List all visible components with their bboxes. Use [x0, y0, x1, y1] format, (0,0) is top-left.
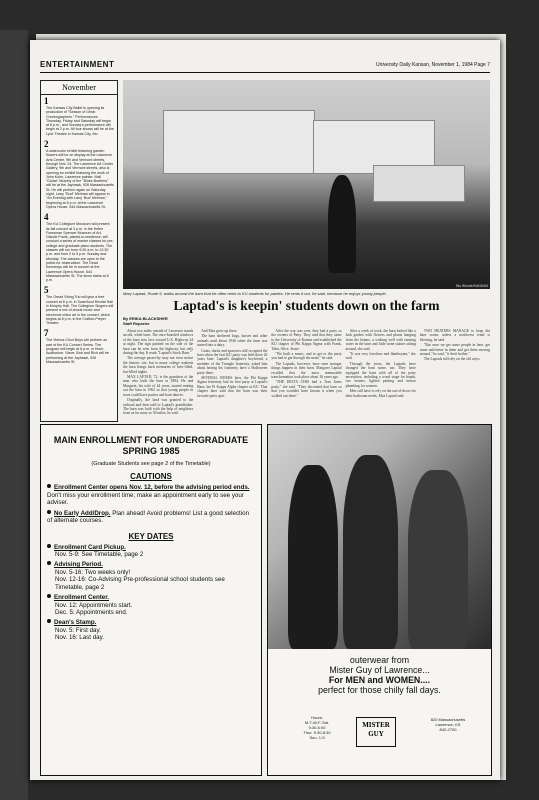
issue-line: University Daily Kansan, November 1, 1984 Page 7	[376, 62, 490, 68]
caution-lead: Enrollment Center opens Nov. 12, before the advising period ends.	[54, 484, 250, 491]
story-paragraph: "It was very frivolous and flamboyant," she said.	[345, 352, 416, 361]
key-date-item	[47, 619, 255, 627]
calendar-day-number: 7	[44, 328, 49, 339]
key-date-item	[47, 544, 255, 552]
story-paragraph: Through the years, the Laptads have changed the barn some, too. They have equipped the barn with all of the party necessities, including a wood stage for bands, two heaters, lighted parking and indoor plumbing for women.	[345, 361, 416, 388]
key-date-line: Nov. 5: First day.	[55, 626, 101, 634]
ad-line-outerwear: outerwear from	[349, 655, 410, 665]
key-date-line: Dec. 5: Appointments end.	[55, 609, 128, 617]
bullet-icon	[47, 544, 51, 548]
cautions-heading: CAUTIONS	[130, 472, 172, 481]
caution-item	[47, 510, 255, 525]
calendar-day-number: 2	[44, 139, 49, 150]
enrollment-title-line1: MAIN ENROLLMENT FOR UNDERGRADUATE	[53, 435, 249, 445]
bullet-icon	[47, 561, 51, 565]
key-date-title: Enrollment Card Pickup.	[54, 543, 126, 551]
story-body	[123, 329, 490, 419]
key-date-title: Enrollment Center.	[54, 594, 110, 602]
store-address	[418, 717, 478, 732]
story-photo	[123, 80, 490, 289]
address-line: Lawrence, KS	[435, 722, 461, 727]
store-ad-photo	[268, 425, 491, 649]
calendar-entry-text: The KU Collegium Musicum will present its fall concert at 3 p.m. in the Helen Foresman Spencer Museum of Art. Claude Frank, pianist-in-residence, will conduct a series of master classes for pre-college and graduate piano students. The classes will run from 9:30 a.m. to 12:30 p.m. and from 2 to 5 p.m. Sunday and Monday. The classes are open to the public for observation. The Dead Kennedys will be in concert at the Lawrence Opera House, 644 Massachusetts St. The show starts at 8 p.m.	[46, 222, 114, 283]
bullet-icon	[47, 619, 51, 623]
story-paragraph: "We built a music, and to get to the party you had to get through the main," he said.	[271, 352, 342, 361]
model-figure	[343, 455, 398, 649]
fence	[373, 165, 465, 202]
ad-line-fall: perfect for those chilly fall days.	[318, 685, 441, 695]
story-headline: Laptad's is keepin' students down on the farm	[173, 298, 440, 313]
key-date-line: Nov. 5-9: See Timetable, page 2	[55, 551, 144, 558]
story-column	[346, 329, 416, 419]
calendar-list	[41, 95, 117, 366]
calendar-entry-text: The Kansas City Ballet is opening its production of "Season of Great Choreographers." Performances Thursday, Friday and Saturday will begin at 8 p.m., and Sunday's performance will begin at 2 p.m. All four shows will be at the Lyric Theatre in Kansas City, Mo.	[46, 106, 114, 136]
model-figure	[288, 465, 338, 649]
story-paragraph: Originally, the land was granted to the railroad and then sold to Laptad's grandfather. The barn was built with the help of neighbors from as far away as 30 miles, he said.	[123, 398, 194, 416]
calendar-title: November	[41, 81, 117, 95]
bullet-icon	[47, 484, 51, 488]
address-line: 820 Massachusetts	[430, 717, 466, 722]
address-line: 842-2700	[439, 727, 457, 732]
calendar-day-number: 1	[44, 96, 49, 106]
story-paragraph: Goats, ducks and sparrows still occupied the barn when the first KU party was held there 26 years later. Laptad's daughter's boyfriend, a member of the Triangle fraternity, asked him about having his fraternity have a Halloween party there.	[197, 348, 268, 375]
calendar-entry-text: The Oread String Trio will give a free concert at 8 p.m. in Swarthout Recital Hall in Murphy Hall. The Collegium Singers will present a mix of choral music and electronic video art in the concert, which begins at 8 p.m. in the Crafton-Preyer Theatre.	[46, 295, 114, 326]
story-column	[420, 329, 490, 419]
byline-name: By ERIKA BLACKSHER	[123, 316, 168, 321]
page-header	[40, 62, 490, 73]
story-paragraph: "THE DELTA CHIS had a Tom Jones party," she said. "They decorated that barn so that you wouldn't have known it when you walked out there."	[271, 380, 342, 398]
caution-text: Plan ahead! Avoid problems! List a good selection of alternate courses.	[47, 509, 250, 524]
store-ad-copy	[268, 655, 491, 695]
key-dates-heading: KEY DATES	[128, 531, 174, 541]
hours-line: 9:30-6:00	[308, 725, 326, 730]
key-date-title: Dean's Stamp.	[54, 619, 97, 627]
story-paragraph: SEVERAL WEEKS later, the Phi Kappa Sigma fraternity had its first party at Laptad's Barn, the Pi Kappa Alpha chapter at KU. That chapter later said that the barn was their favorite party spot.	[197, 376, 268, 398]
store-logo	[356, 717, 396, 747]
ad-line-store: Mister Guy of Lawrence...	[329, 665, 430, 675]
key-date-line: Nov. 5-16: Two weeks only!	[55, 568, 131, 576]
calendar-entry-text: A watercolor exhibit featuring garden flowers will be on display at the Lawrence Arts Center, 9th and Vermont streets, through Nov. 24. The Lawrence Art Center Gallery, 9th and Vermont streets, also is opening an exhibit featuring the work of John Kuhn, Lawrence painter. Mall "Guitar" Murphy of the "Blues Brothers" will be at the Jayhawk, 926 Massachusetts St. He will perform again on Saturday night. Larry "Bud" Melman will appear in "An Evening with Larry 'Bud' Melman," beginning at 8 p.m. at the Lawrence Opera House, 644 Massachusetts St.	[46, 149, 114, 209]
key-date-line: Nov. 12-16: Co-Advising Pre-professional school students see Timetable, page 2	[55, 576, 225, 591]
logo-line1: MISTER	[362, 721, 390, 729]
enrollment-title-line2: SPRING 1985	[122, 446, 180, 456]
enrollment-ad	[40, 424, 262, 776]
byline	[123, 316, 168, 326]
enrollment-title	[41, 435, 261, 457]
cautions-list	[41, 484, 261, 525]
binding-strip	[0, 30, 28, 800]
story-column	[271, 329, 341, 419]
story-paragraph: After a week of work, the barn looked like a lush garden with flowers and plants hanging from the beams, a wishing well with running water in the barn and little stone statues sitting around, she said.	[345, 329, 416, 351]
farmhouse	[163, 110, 315, 174]
hours-line: Hours:	[311, 715, 323, 720]
man-figure	[328, 175, 356, 273]
graduate-note: (Graduate Students see page 2 of the Timetable)	[91, 461, 211, 467]
caution-text: Don't miss your enrollment time; make an appointment early to see your adviser.	[47, 491, 244, 506]
model-figure	[408, 470, 468, 649]
story-column	[123, 329, 193, 419]
caution-item	[47, 484, 255, 507]
story-paragraph: TWO HEATERS MANAGE to keep the barn warm, unless a northwest wind is blowing, he said.	[419, 329, 490, 342]
ad-line-men-women: For MEN and WOMEN....	[328, 675, 431, 685]
hours-line: M-T-W-F-Sat.	[304, 720, 330, 725]
photo-caption: Mary Laptad, Route 5, walks around the barn that he often rents to KU students for parties. He rents it out, he said, because he enjoys young people.	[123, 291, 387, 296]
story-paragraph: MAX LAPTAD, 72, is the grandson of the man who built the barn in 1884. He and Margaret, his wife of 44 years, started renting out the barn in 1962 so that young people in town could have parties and barn dances.	[123, 375, 194, 397]
caution-lead: No Early Add/Drop.	[54, 509, 111, 517]
key-date-title: Advising Period.	[54, 561, 103, 569]
story-paragraph: "But once we get some people in here, get some antifreeze in them and get them moving around," he said, "it don't bother."	[419, 343, 490, 357]
newspaper-page	[30, 40, 500, 780]
photo-credit: Stu Winnie/KANSAN	[455, 284, 488, 288]
bullet-icon	[47, 594, 51, 598]
key-date-item	[47, 561, 255, 569]
story-paragraph: The Laptads still rely on the old ways.	[423, 357, 481, 362]
calendar-entry-text: The Vienna Choir Boys will perform as part of the KU Concert Series. The program will begin at 8 p.m. in Hoch Auditorium. Steve, Bob and Rich will be performing at the Jayhawk, 926 Massachusetts St.	[46, 338, 109, 364]
story-paragraph: The Laptads, however, have seen stranger things happen in their barn. Margaret Laptad recalled that the most memorable transformation took place about 16 years ago.	[271, 361, 342, 380]
key-date-item	[47, 594, 255, 602]
story-paragraph: Men still have to rely on the out-of-doors for their bathroom needs, Max Laptad said.	[345, 389, 416, 398]
key-date-line: Nov. 16: Last day.	[55, 634, 104, 642]
story-paragraph: The barn sheltered hogs, horses and other animals until about 1946 when the farm was turned into a dairy.	[197, 334, 268, 348]
hours-line: Sun. 1-5	[309, 735, 325, 740]
hours-line: Thur. 9:30-8:30	[303, 730, 331, 735]
story-paragraph: The average passer-by may not even notice the historic site, but to many college students the barn brings back memories of beer-filled, fun-filled nights.	[123, 356, 194, 374]
logo-line2: GUY	[368, 730, 384, 738]
story-paragraph: And Max grew up there.	[201, 329, 238, 333]
bullet-icon	[47, 510, 51, 514]
story-paragraph: After the war was over, they had a party so the owners of Patty. They said that they came to the University of Kansas and established the KU chapter of Phi Kappa Sigma with Frank, Tabu, Alice, Jessie.	[271, 329, 342, 351]
key-date-line: Nov. 12: Appointments start.	[55, 601, 133, 609]
store-ad	[267, 424, 492, 776]
calendar-day-number: 5	[44, 285, 49, 296]
story-paragraph: About two miles outside of Lawrence stands an old, white barn. The once-boarded windows of the barn now face toward U.S. Highway 24 at night. The sign painted on the side of the barn can be seen from the highway, but only during the day. It reads "Laptad's Stock Barn."	[123, 329, 194, 356]
calendar-day-number: 4	[44, 212, 49, 223]
key-dates-list	[41, 544, 261, 642]
calendar-column	[40, 80, 118, 422]
story-column	[197, 329, 267, 419]
byline-role: Staff Reporter	[123, 321, 150, 326]
store-hours	[282, 715, 352, 740]
section-title: ENTERTAINMENT	[40, 60, 115, 69]
